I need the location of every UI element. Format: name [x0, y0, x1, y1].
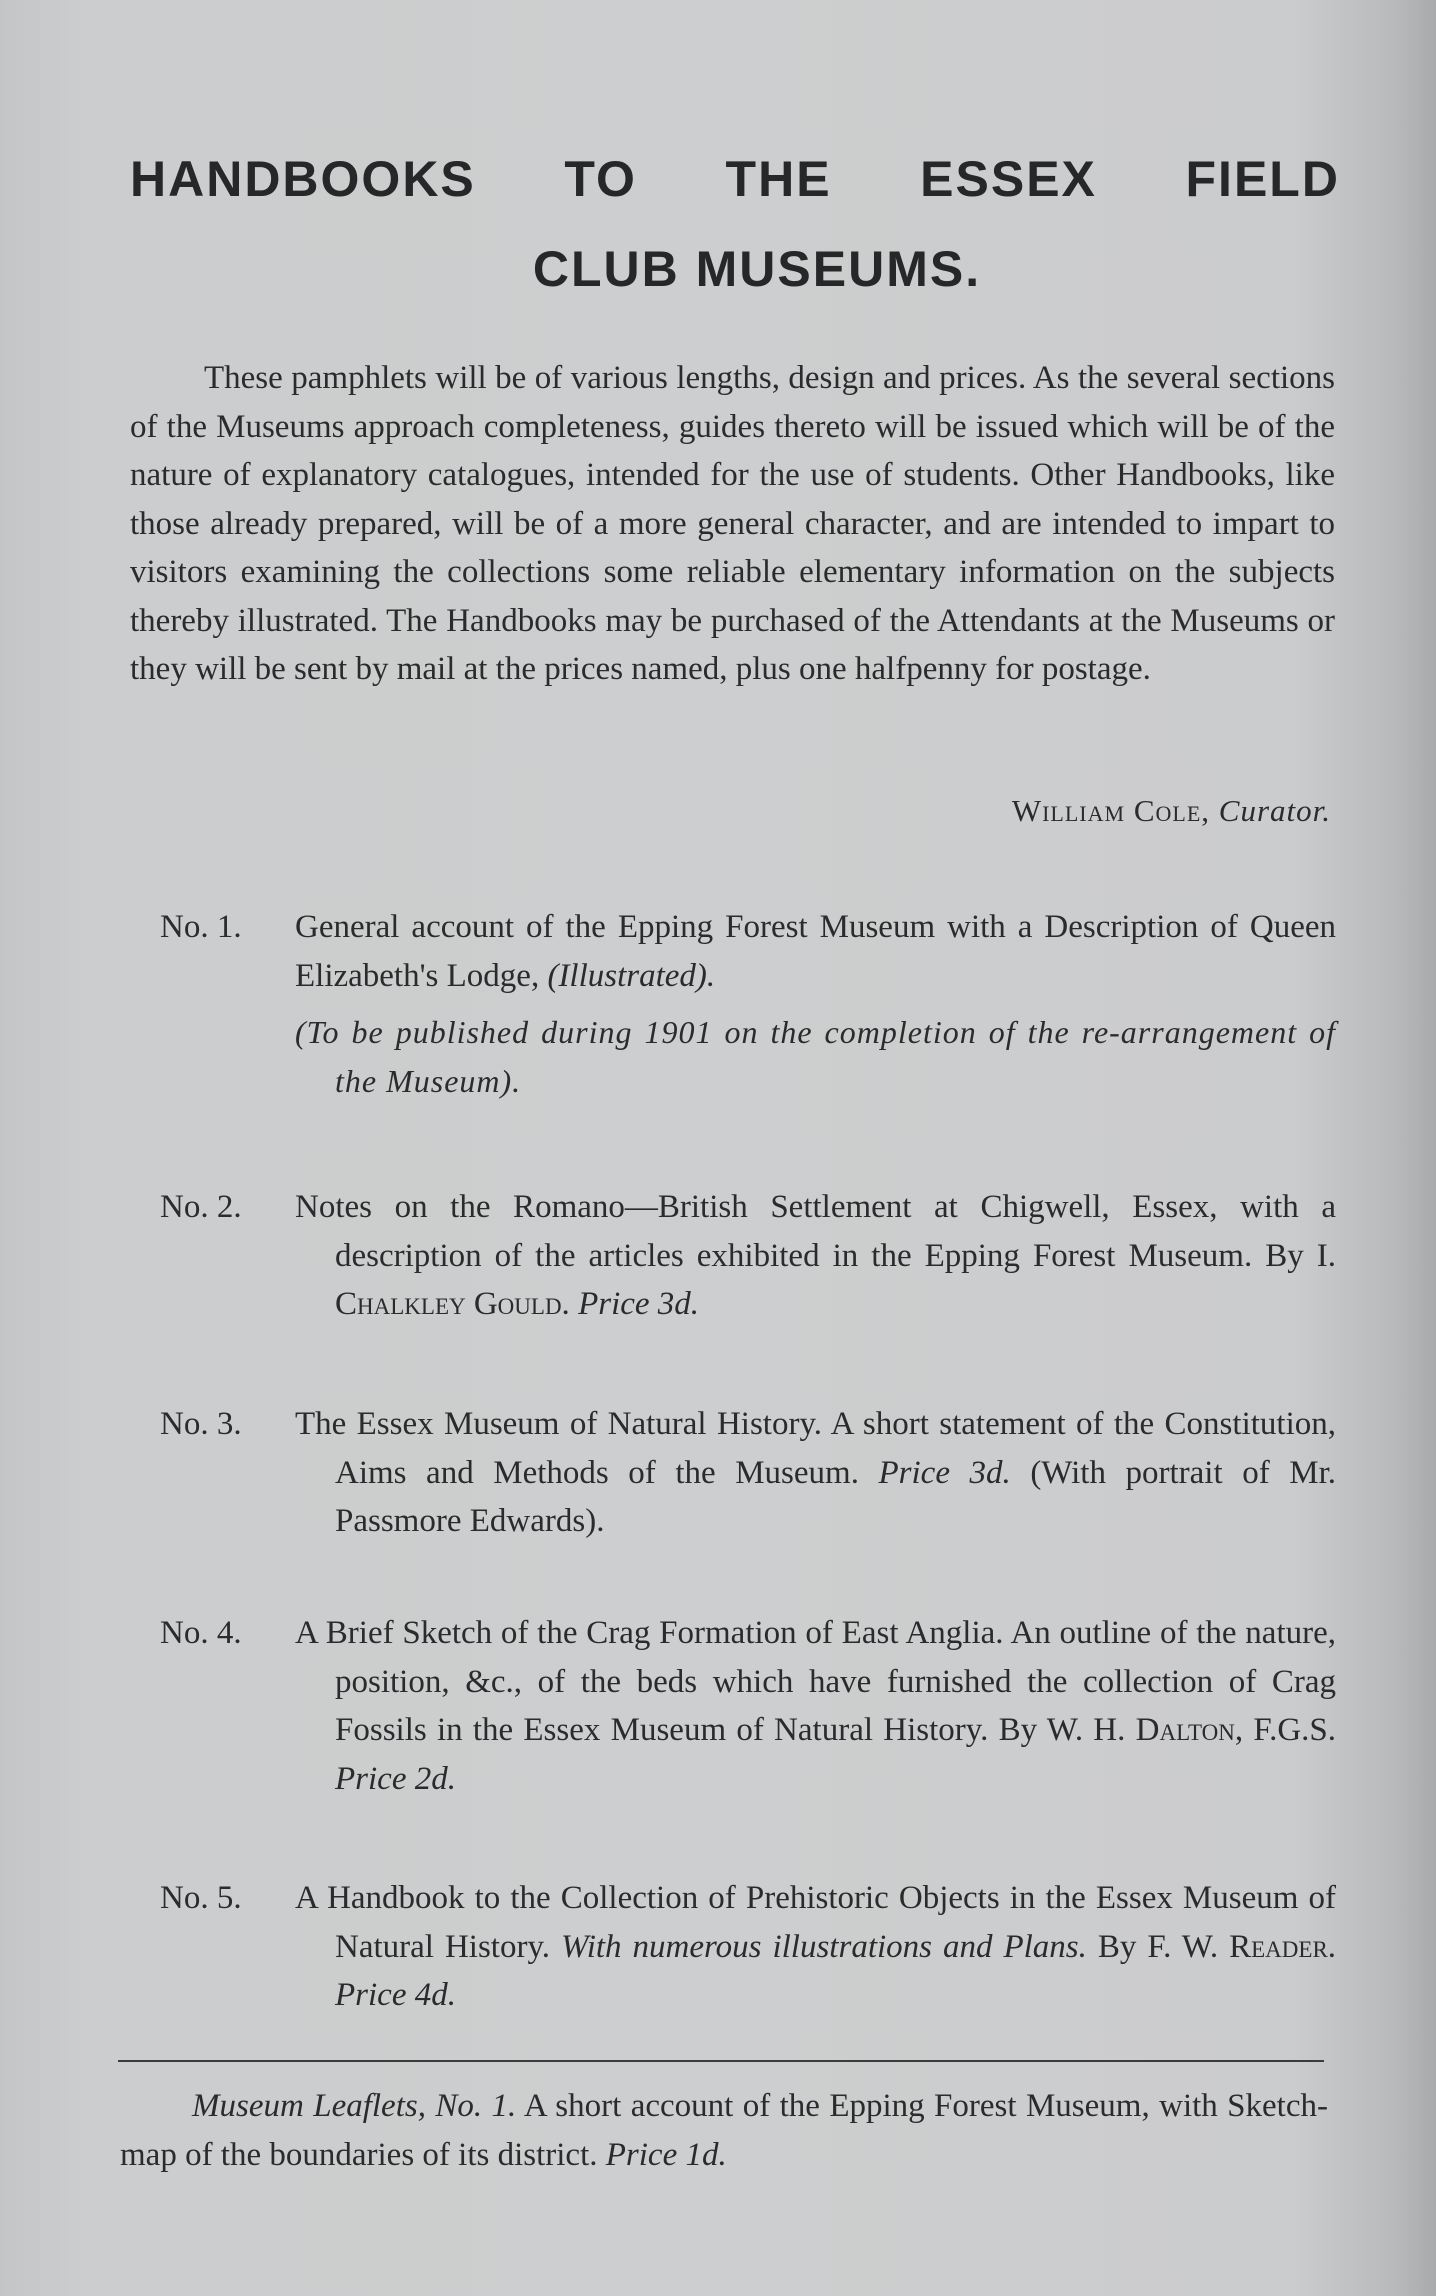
entry-author: Dalton, [1135, 1712, 1244, 1748]
entry-price: Price 2d. [335, 1760, 456, 1797]
signature-name: William Cole, [1011, 793, 1211, 828]
intro-paragraph: These pamphlets will be of various lengths, design and prices. As the several sections of the Museums approach completeness, guides thereto will be issued which will be of the nature of explanatory catalogues, intended for the use of students. Other Handbooks, like those already prepared, will be of a more general character, and are intended to impart to visitors examining the collections some reliable elementary information on the subjects thereby illustrated. The Handbooks may be purchased of the Attendants at the Museums or they will be sent by mail at the prices named, plus one halfpenny for postage. [130, 360, 1335, 687]
entry-illustrated: (Illustrated). [547, 957, 716, 994]
handbook-entry-2 [160, 1183, 1336, 1329]
entry-text [295, 1609, 1336, 1803]
leaflet-label: Museum Leaflets, No. 1. [192, 2088, 517, 2124]
entry-illustrations: With numerous illustrations and Plans. [561, 1928, 1087, 1965]
entry-number: No. 4. [160, 1615, 242, 1651]
handbook-entry-5 [160, 1874, 1336, 2020]
entry-number: No. 2. [160, 1189, 242, 1225]
entry-number: No. 5. [160, 1880, 242, 1916]
title-word: HANDBOOKS [130, 151, 476, 207]
entry-number: No. 1. [160, 909, 242, 945]
leaflet-price: Price 1d. [605, 2136, 727, 2173]
signature [1012, 793, 1331, 829]
title-word: FIELD [1185, 151, 1340, 207]
entry-note: (To be published during 1901 on the completion of the re-arrangement of the Museum). [295, 1014, 1336, 1099]
entry-text [295, 903, 1336, 1000]
leaflet-text: A short account of the Epping Forest Museum, with Sketch-map of the boundaries of its district. [120, 2088, 1328, 2173]
entry-text [295, 1874, 1336, 2020]
page-title-line-2: CLUB MUSEUMS. [532, 241, 982, 297]
entry-text [295, 1183, 1336, 1329]
entry-price: Price 3d. [878, 1454, 1011, 1491]
entry-tail: (With portrait of Mr. Passmore Edwards). [335, 1454, 1336, 1539]
title-word: ESSEX [920, 151, 1097, 207]
entry-description: The Essex Museum of Natural History. A short statement of the Constitution, Aims and Methods of the Museum. [295, 1406, 1336, 1491]
entry-price: Price 4d. [335, 1977, 456, 2013]
title-word: TO [564, 151, 637, 207]
title-word: THE [725, 151, 832, 207]
entry-author: Chalkley Gould. [335, 1286, 570, 1322]
handbook-entry-1 [160, 903, 1336, 1105]
entry-text [295, 1400, 1336, 1546]
entry-suffix: F.G.S. [1253, 1712, 1337, 1748]
entry-description: Notes on the Romano—British Settlement at Chigwell, Essex, with a description of the articles exhibited in the Epping Forest Museum. By I. [295, 1189, 1336, 1274]
entry-price: Price 3d. [578, 1286, 700, 1322]
page-title-line-1 [130, 150, 1340, 208]
entry-by: By F. W. [1097, 1928, 1219, 1965]
divider-rule [118, 2060, 1324, 2062]
handbook-entry-4 [160, 1609, 1336, 1803]
entry-description: General account of the Epping Forest Museum with a Description of Queen Elizabeth's Lodge, [295, 909, 1336, 994]
entry-author: Reader. [1229, 1928, 1337, 1965]
signature-role: Curator. [1218, 793, 1331, 828]
entry-description: A Handbook to the Collection of Prehistoric Objects in the Essex Museum of Natural History. [295, 1880, 1336, 1965]
museum-leaflet-entry [120, 2082, 1328, 2179]
handbook-entry-3 [160, 1400, 1336, 1546]
entry-number: No. 3. [160, 1406, 242, 1442]
entry-description: A Brief Sketch of the Crag Formation of East Anglia. An outline of the nature, position, &c., of the beds which have furnished the collection of Crag Fossils in the Essex Museum of Natural History. By W. H. [295, 1615, 1336, 1748]
